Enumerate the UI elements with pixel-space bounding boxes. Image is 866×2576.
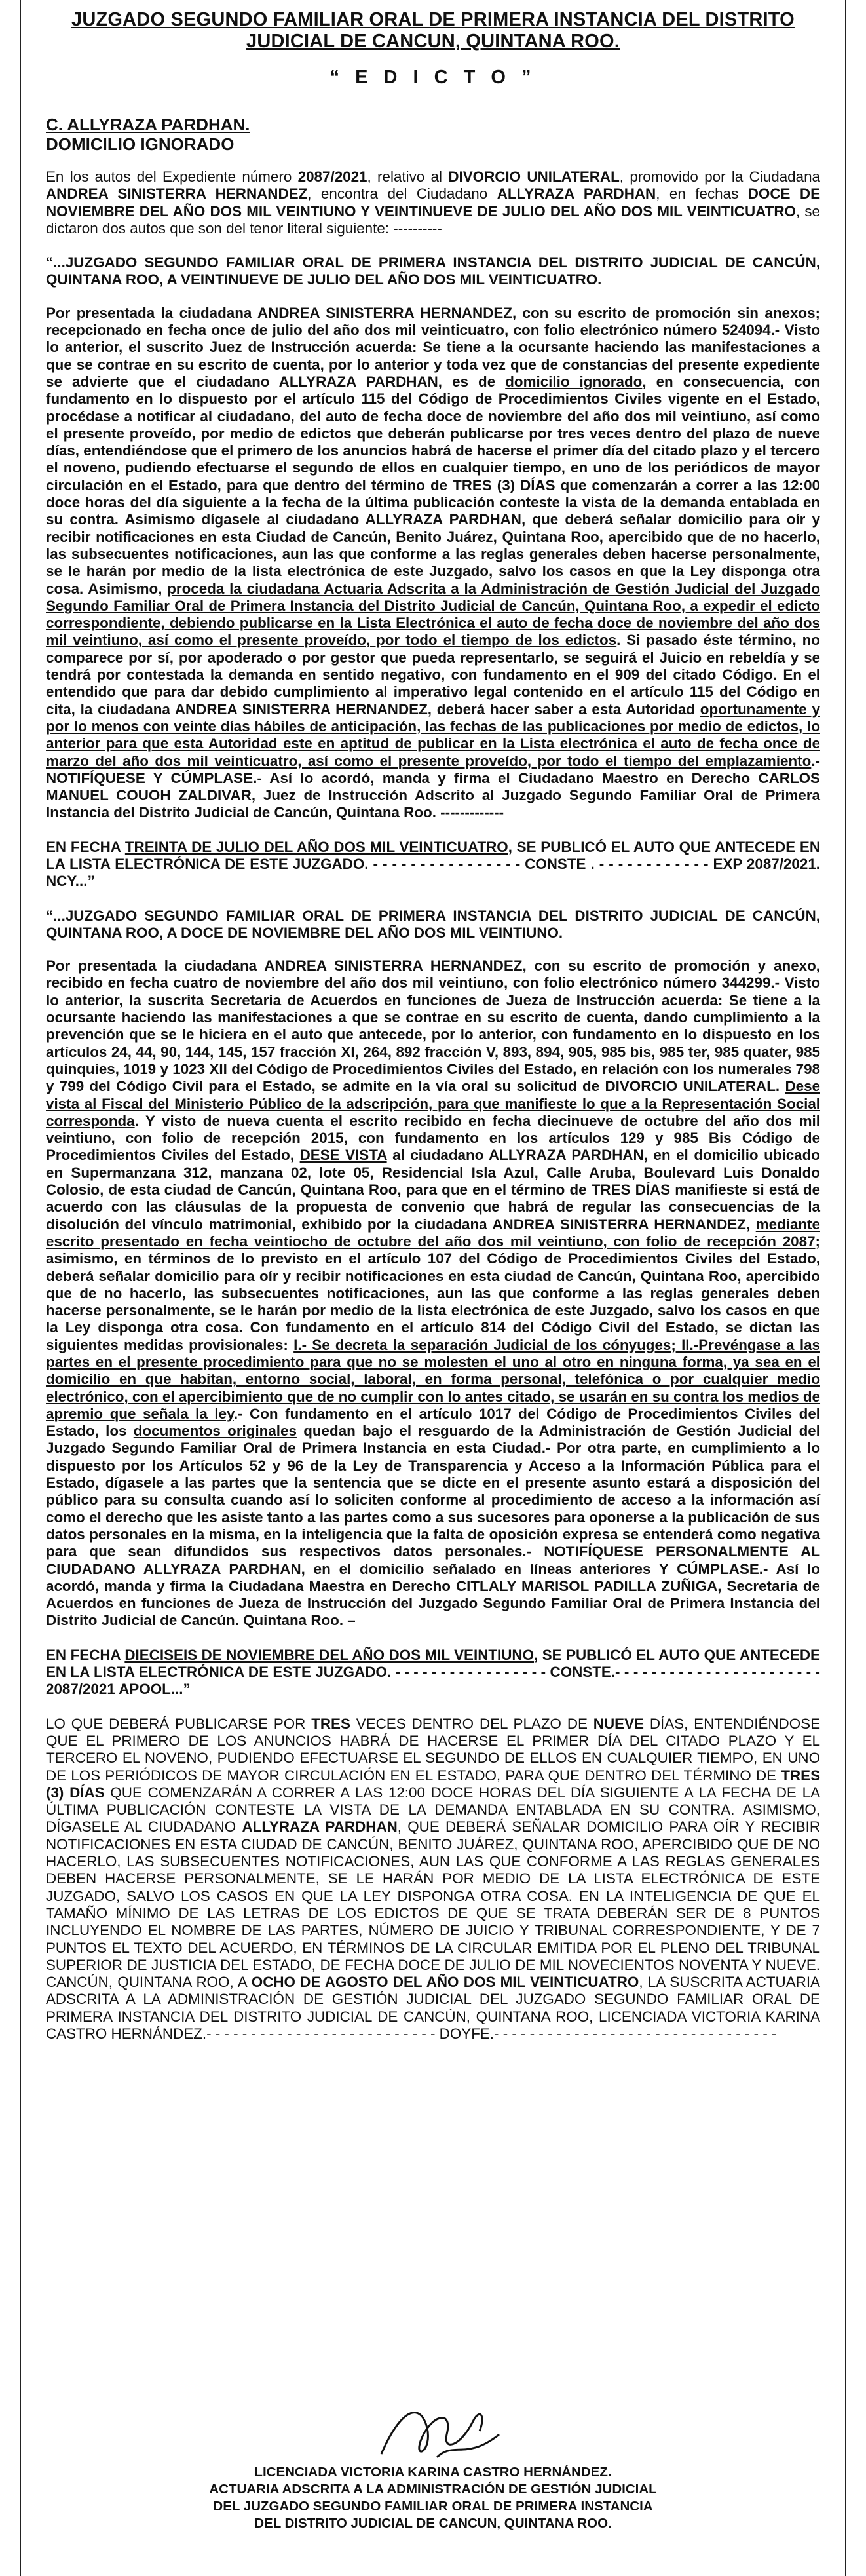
closing-bold: ALLYRAZA PARDHAN bbox=[242, 1818, 398, 1836]
intro-text: , promovido por la Ciudadana bbox=[619, 168, 820, 185]
auto2-underlined: I.- Se decreta la separación Judicial de los cónyuges; II.-Prevéngase a las partes en el presente procedimiento para que no se molesten el uno al otro en ninguna forma, ya sea en el domicilio en que habitan, entorno social, laboral, en forma personal, telefónica o por cualquier medio electrónico, con el apercibimiento que de no cumplir con lo antes citado, se usarán en su contra los medios de apremio que señala la ley bbox=[46, 1336, 821, 1422]
closing-text: LO QUE DEBERÁ PUBLICARSE POR bbox=[46, 1715, 312, 1732]
case-type: DIVORCIO UNILATERAL bbox=[448, 168, 620, 185]
closing-bold: OCHO DE AGOSTO DEL AÑO DOS MIL VEINTICUATRO bbox=[251, 1974, 639, 1991]
court-header-line2: JUDICIAL DE CANCUN, QUINTANA ROO. bbox=[246, 31, 620, 52]
auto2-text: .- Con fundamento en el artículo 1017 del Código de Procedimientos Civiles del Estado, los bbox=[46, 1405, 820, 1440]
auto1-text: Por presentada la ciudadana ANDREA SINISTERRA HERNANDEZ, con su escrito de promoción sin anexos; recepcionado en fecha once de julio del año dos mil veinticuatro, con folio electrónico número 524094.- Visto lo anterior, el suscrito Juez de Instrucción acuerda: Se tiene a la ocursante haciendo las manifestaciones a que se contrae en su escrito de cuenta, por lo anterior y toda vez que de constancias del presente expediente se advierte que el ciudadano ALLYRAZA PARDHAN, es de bbox=[46, 304, 820, 390]
expedient-number: 2087/2021 bbox=[297, 168, 367, 185]
edict-title: “ E D I C T O ” bbox=[329, 67, 537, 88]
auto2-underlined: documentos originales bbox=[133, 1423, 297, 1440]
pub-date: TREINTA DE JULIO DEL AÑO DOS MIL VEINTICUATRO bbox=[124, 838, 508, 855]
auto2-publication-note bbox=[46, 1647, 820, 1699]
edict-page bbox=[20, 0, 846, 2576]
auto1-underlined: domicilio ignorado bbox=[505, 373, 643, 390]
demandado-name: ALLYRAZA PARDHAN bbox=[497, 185, 656, 202]
auto1-body bbox=[46, 305, 820, 822]
auto1-underlined: proceda la ciudadana Actuaria Adscrita a la Administración de Gestión Judicial del Juzgado Segundo Familiar Oral de Primera Instancia del Distrito Judicial de Cancún, Quintana Roo, a expedir el edicto correspondiente, debiendo publicarse en la Lista Electrónica el auto de fecha doce de noviembre del año dos mil veintiuno, así como el presente proveído, por todo el tiempo de los edictos bbox=[46, 580, 820, 649]
auto1-text: , en consecuencia, con fundamento en lo dispuesto por el artículo 115 del Código de Procedimientos Civiles vigente en el Estado, procédase a notificar al ciudadano, del auto de fecha doce de noviembre del año dos mil veintiuno, así como el presente proveído, por medio de edictos que deberán publicarse por tres veces dentro del plazo de nueve días, entendiéndose que el primero de los anuncios habrá de hacerse el primer día del citado plazo y el tercero el noveno, pudiendo efectuarse el segundo de ellos en cualquier tiempo, en uno de los periódicos de mayor circulación en el Estado, para que dentro del término de TRES (3) DÍAS que comenzarán a correr a las 12:00 doce horas del día siguiente a la fecha de la última publicación conteste la vista de la demanda entablada en su contra. Asimismo dígasele al ciudadano ALLYRAZA PARDHAN, que deberá señalar domicilio para oír y recibir notificaciones en esta Ciudad de Cancún, Benito Juárez, Quintana Roo, apercibido que de no hacerlo, las subsecuentes notificaciones, aun las que conforme a las reglas generales deben hacerse personalmente, se le harán por medio de la lista electrónica de este Juzgado, salvo los casos en que la Ley disponga otra cosa. Asimismo, bbox=[46, 373, 820, 597]
intro-text: , encontra del Ciudadano bbox=[307, 185, 497, 202]
auto1-publication-note bbox=[46, 839, 820, 891]
pub-text: EN FECHA bbox=[46, 838, 125, 855]
auto1-underlined: oportunamente y por lo menos con veinte días hábiles de anticipación, las fechas de las publicaciones por medio de edictos, lo anterior para que esta Autoridad este en aptitud de publicar en la Lista electrónica el auto de fecha once de marzo del año dos mil veinticuatro, así como el presente proveído, por todo el tiempo del emplazamiento bbox=[46, 701, 820, 769]
closing-text: DÍAS, ENTENDIÉNDOSE QUE EL PRIMERO DE LOS ANUNCIOS HABRÁ DE HACERSE EL PRIMER DÍA DEL CITADO PLAZO Y EL TERCERO EL NOVENO, PUDIENDO EFECTUARSE EL SEGUNDO DE ELLOS EN CUALQUIER TIEMPO, EN UNO DE LOS PERIÓDICOS DE MAYOR CIRCULACIÓN EN EL ESTADO, PARA QUE DENTRO DEL TÉRMINO DE bbox=[46, 1715, 821, 1784]
signatory-title-2: DEL JUZGADO SEGUNDO FAMILIAR ORAL DE PRIMERA INSTANCIA bbox=[213, 2499, 653, 2514]
closing-paragraph bbox=[46, 1716, 820, 2043]
auto2-text: al ciudadano ALLYRAZA PARDHAN, en el domicilio ubicado en Supermanzana 312, manzana 02, lote 05, Residencial Isla Azul, Calle Aruba, Boulevard Luis Donaldo Colosio, de esta ciudad de Cancún, Quintana Roo, para que en el término de TRES DÍAS manifieste si está de acuerdo con las cláusulas de la propuesta de convenio que habrá de regular las consecuencias de la disolución del vínculo matrimonial, exhibido por la ciudadana ANDREA SINISTERRA HERNANDEZ, bbox=[46, 1147, 820, 1233]
auto1-heading: “...JUZGADO SEGUNDO FAMILIAR ORAL DE PRIMERA INSTANCIA DEL DISTRITO JUDICIAL DE CANCÚN, QUINTANA ROO, A VEINTINUEVE DE JULIO DEL AÑO DOS MIL VEINTICUATRO. bbox=[46, 254, 820, 288]
addressee-domicile: DOMICILIO IGNORADO bbox=[46, 134, 235, 154]
closing-bold: NUEVE bbox=[593, 1715, 644, 1732]
auto1-text: . Si pasado éste término, no comparece por sí, por apoderado o por gestor que pueda representarlo, se seguirá el Juicio en rebeldía y se tendrá por contestada la demanda en sentido negativo, con fundamento en el 909 del citado Código. En el entendido que para dar debido cumplimiento al imperativo legal contenido en el artículo 115 del Código en cita, la ciudadana ANDREA SINISTERRA HERNANDEZ, deberá hacer saber a esta Autoridad bbox=[46, 632, 820, 718]
signatory-title-1: ACTUARIA ADSCRITA A LA ADMINISTRACIÓN DE GESTIÓN JUDICIAL bbox=[209, 2482, 657, 2497]
auto2-underlined: mediante escrito presentado en fecha veintiocho de octubre del año dos mil veintiuno, con folio de recepción 2087 bbox=[46, 1216, 820, 1250]
pub-text: , SE PUBLICÓ EL AUTO QUE ANTECEDE EN LA LISTA ELECTRÓNICA DE ESTE JUZGADO. - - - - - - - - - - - - - - - - - CONSTE.- - - - - - - - - - - - - - - - - - - - - - - 2087/2021 APOOL...” bbox=[46, 1646, 820, 1698]
auto2-text: Por presentada la ciudadana ANDREA SINISTERRA HERNANDEZ, con su escrito de promoción y anexo, recibido en fecha cuatro de noviembre del año dos mil veintiuno, con folio electrónico número 344299.- Visto lo anterior, la suscrita Secretaria de Acuerdos en funciones de Jueza de Instrucción acuerda: Se tiene a la ocursante haciendo las manifestaciones a que se contrae en su escrito de cuenta, dando cumplimiento a la prevención que se le hiciera en el auto que antecede, por lo anterior, con fundamento en lo dispuesto en los artículos 24, 44, 90, 144, 145, 157 fracción XI, 264, 892 fracción V, 893, 894, 905, 985 bis, 985 ter, 985 quater, 985 quinquies, 1019 y 1023 XII del Código de Procedimientos Civiles del Estado, en relación con los numerales 798 y 799 del Código Civil para el Estado, se admite en la vía oral su solicitud de DIVORCIO UNILATERAL. bbox=[46, 957, 820, 1095]
pub-date: DIECISEIS DE NOVIEMBRE DEL AÑO DOS MIL VEINTIUNO bbox=[124, 1646, 535, 1663]
intro-text: En los autos del Expediente número bbox=[46, 168, 298, 185]
intro-text: , en fechas bbox=[656, 185, 748, 202]
closing-text: QUE COMENZARÁN A CORRER A LAS 12:00 DOCE HORAS DEL DÍA SIGUIENTE A LA FECHA DE LA ÚLTIMA PUBLICACIÓN CONTESTE LA VISTA DE LA DEMANDA ENTABLADA EN SU CONTRA. ASIMISMO, DÍGASELE AL CIUDADANO bbox=[46, 1784, 820, 1836]
auto2-heading: “...JUZGADO SEGUNDO FAMILIAR ORAL DE PRIMERA INSTANCIA DEL DISTRITO JUDICIAL DE CANCÚN, QUINTANA ROO, A DOCE DE NOVIEMBRE DEL AÑO DOS MIL VEINTIUNO. bbox=[46, 907, 820, 941]
pub-text: , SE PUBLICÓ EL AUTO QUE ANTECEDE EN LA LISTA ELECTRÓNICA DE ESTE JUZGADO. - - - - - - - - - - - - - - - - CONSTE . - - - - - - - - - - - - EXP 2087/2021. NCY...” bbox=[46, 838, 820, 890]
signature-block bbox=[21, 2464, 845, 2532]
intro-text: , relativo al bbox=[367, 168, 449, 185]
auto2-underlined: DESE VISTA bbox=[299, 1147, 387, 1164]
court-header bbox=[46, 9, 820, 52]
auto2-underlined: Dese vista al Fiscal del Ministerio Público de la adscripción, para que manifieste lo que a la Representación Social corresponda bbox=[46, 1078, 820, 1129]
auto2-text: quedan bajo el resguardo de la Administración de Gestión Judicial del Juzgado Segundo Familiar Oral de Primera Instancia en esta Ciudad.- Por otra parte, en cumplimiento a lo dispuesto por los Artículos 52 y 96 de la Ley de Transparencia y Acceso a la Información Pública para el Estado, dígasele a las partes que la sentencia que se dicte en el presente asunto estará a disposición del público para su consulta cuando así lo soliciten conforme al procedimiento de acceso a la información así como el derecho que les asiste tanto a las partes como a sus sucesores para oponerse a la publicación de sus datos personales en la misma, en la inteligencia que la falta de oposición expresa se entenderá como negativa para que sean difundidos sus respectivos datos personales.- NOTIFÍQUESE PERSONALMENTE AL CIUDADANO ALLYRAZA PARDHAN, en el domicilio señalado en líneas anteriores Y CÚMPLASE.- Así lo acordó, manda y firma la Ciudadana Maestra en Derecho CITLALY MARISOL PADILLA ZUÑIGA, Secretaria de Acuerdos en funciones de Jueza de Instrucción del Juzgado Segundo Familiar Oral de Primera Instancia del Distrito Judicial de Cancún. Quintana Roo. – bbox=[46, 1423, 820, 1629]
closing-text: VECES DENTRO DEL PLAZO DE bbox=[350, 1715, 593, 1732]
pub-text: EN FECHA bbox=[46, 1646, 125, 1663]
auto2-text: ; asimismo, en términos de lo previsto en el artículo 107 del Código de Procedimientos Civiles del Estado, deberá señalar domicilio para oír y recibir notificaciones en esta ciudad de Cancún, Quintana Roo, apercibido que de no hacerlo, las subsecuentes notificaciones, aun las que conforme a las reglas generales deben hacerse personalmente, se le harán por medio de la lista electrónica de este Juzgado, salvo los casos en que la Ley disponga otra cosa. Con fundamento en el artículo 814 del Código Civil del Estado, se dictan las siguientes medidas provisionales: bbox=[46, 1233, 820, 1353]
auto1-text: .- NOTIFÍQUESE Y CÚMPLASE.- Así lo acordó, manda y firma el Ciudadano Maestro en Derecho CARLOS MANUEL COUOH ZALDIVAR, Juez de Instrucción Adscrito al Juzgado Segundo Familiar Oral de Primera Instancia del Distrito Judicial de Cancún, Quintana Roo. ------------- bbox=[46, 752, 820, 821]
auto-dates: DOCE DE NOVIEMBRE DEL AÑO DOS MIL VEINTIUNO Y VEINTINUEVE DE JULIO DEL AÑO DOS MIL VEINTICUATRO bbox=[46, 185, 821, 220]
addressee-name: C. ALLYRAZA PARDHAN. bbox=[46, 115, 250, 134]
handwritten-signature bbox=[375, 2395, 506, 2474]
auto2-text: . Y visto de nueva cuenta el escrito recibido en fecha diecinueve de octubre del año dos mil veintiuno, con folio de recepción 2015, con fundamento en los artículos 129 y 985 Bis Código de Procedimientos Civiles del Estado, bbox=[46, 1112, 820, 1164]
closing-text: , QUE DEBERÁ SEÑALAR DOMICILIO PARA OÍR Y RECIBIR NOTIFICACIONES EN ESTA CIUDAD DE CANCÚN, BENITO JUÁREZ, QUINTANA ROO, APERCIBIDO QUE DE NO HACERLO, LAS SUBSECUENTES NOTIFICACIONES, AUN LAS QUE CONFORME A LAS REGLAS GENERALES DEBEN HACERSE PERSONALMENTE, SE LE HARÁN POR MEDIO DE LA LISTA ELECTRÓNICA DE ESTE JUZGADO, SALVO LOS CASOS EN QUE LA LEY DISPONGA OTRA COSA. EN LA INTELIGENCIA DE QUE EL TAMAÑO MÍNIMO DE LAS LETRAS DE LOS EDICTOS DE QUE SE TRATA DEBERÁN SER DE 8 PUNTOS INCLUYENDO EL NOMBRE DE LAS PARTES, NÚMERO DE JUICIO Y TRIBUNAL CORRESPONDIENTE, Y DE 7 PUNTOS EL TEXTO DEL ACUERDO, EN TÉRMINOS DE LA CIRCULAR EMITIDA POR EL PLENO DEL TRIBUNAL SUPERIOR DE JUSTICIA DEL ESTADO, DE FECHA DOCE DE JULIO DE MIL NOVECIENTOS NOVENTA Y NUEVE. CANCÚN, QUINTANA ROO, A bbox=[46, 1818, 820, 1991]
closing-text: , LA SUSCRITA ACTUARIA ADSCRITA A LA ADMINISTRACIÓN DE GESTIÓN JUDICIAL DEL JUZGADO SEGUNDO FAMILIAR ORAL DE PRIMERA INSTANCIA DEL DISTRITO JUDICIAL DE CANCÚN, QUINTANA ROO, LICENCIADA VICTORIA KARINA CASTRO HERNÁNDEZ.- - - - - - - - - - - - - - - - - - - - - - - - - - DOYFE.- - - - - - - - - - - - - - - - - - - - - - - - - - - - - - - - bbox=[46, 1974, 820, 2042]
court-header-line1: JUZGADO SEGUNDO FAMILIAR ORAL DE PRIMERA INSTANCIA DEL DISTRITO bbox=[71, 9, 795, 30]
signatory-title-3: DEL DISTRITO JUDICIAL DE CANCUN, QUINTANA ROO. bbox=[254, 2516, 612, 2531]
intro-paragraph bbox=[46, 168, 820, 237]
edict-content bbox=[46, 0, 820, 2043]
auto2-body bbox=[46, 957, 820, 1630]
closing-bold: TRES (3) DÍAS bbox=[46, 1767, 820, 1801]
signatory-name: LICENCIADA VICTORIA KARINA CASTRO HERNÁNDEZ. bbox=[254, 2465, 612, 2480]
closing-bold: TRES bbox=[311, 1715, 350, 1732]
addressee bbox=[46, 115, 820, 154]
promovente-name: ANDREA SINISTERRA HERNANDEZ bbox=[46, 185, 308, 202]
intro-text: , se dictaron dos autos que son del tenor literal siguiente: ---------- bbox=[46, 202, 820, 237]
